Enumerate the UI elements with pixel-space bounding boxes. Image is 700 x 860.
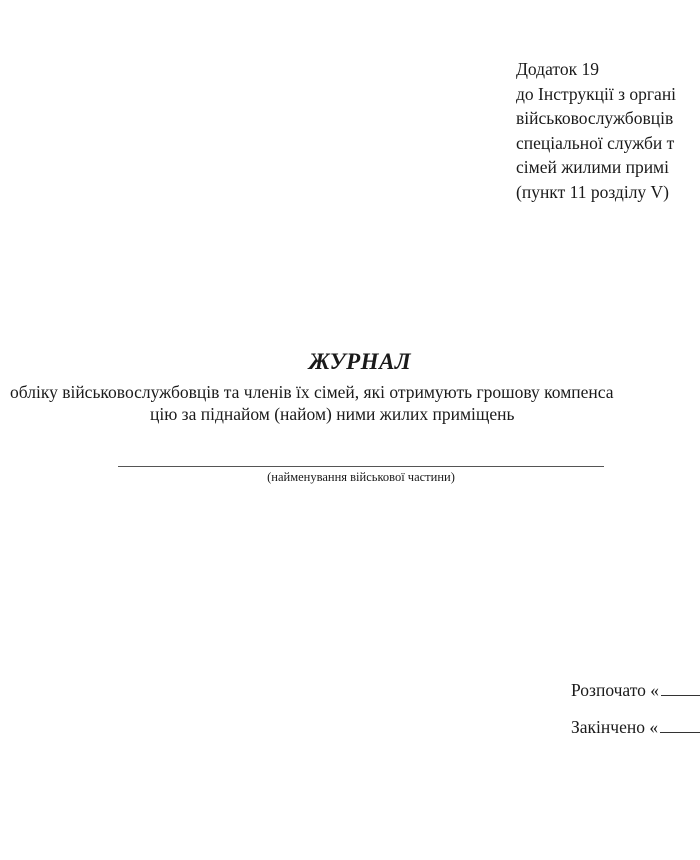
subtitle-line-2: цію за піднайом (найом) ними жилих приміщень (150, 404, 515, 424)
appendix-line: (пункт 11 розділу V) (516, 181, 670, 202)
appendix-block (516, 57, 700, 204)
appendix-line: Додаток 19 (516, 59, 599, 79)
started-date-row (571, 680, 700, 702)
started-date-field[interactable] (661, 681, 700, 696)
appendix-line: військовослужбовців (516, 108, 674, 128)
dates-block (571, 680, 700, 739)
finished-date-row (571, 717, 700, 739)
military-unit-field[interactable] (118, 466, 604, 467)
started-label: Розпочато « (571, 680, 660, 700)
journal-subtitle (10, 381, 700, 425)
finished-label: Закінчено « (571, 717, 659, 737)
appendix-line: до Інструкції з органі (516, 83, 677, 104)
appendix-line: сімей жилими примі (516, 157, 669, 177)
appendix-line: спеціальної служби т (516, 132, 675, 153)
journal-title: ЖУРНАЛ (308, 349, 412, 374)
subtitle-line-1: обліку військовослужбовців та членів їх сімей, які отримують грошову компенса (10, 382, 614, 402)
military-unit-caption: (найменування військової частини) (267, 470, 455, 484)
finished-date-field[interactable] (660, 718, 700, 733)
